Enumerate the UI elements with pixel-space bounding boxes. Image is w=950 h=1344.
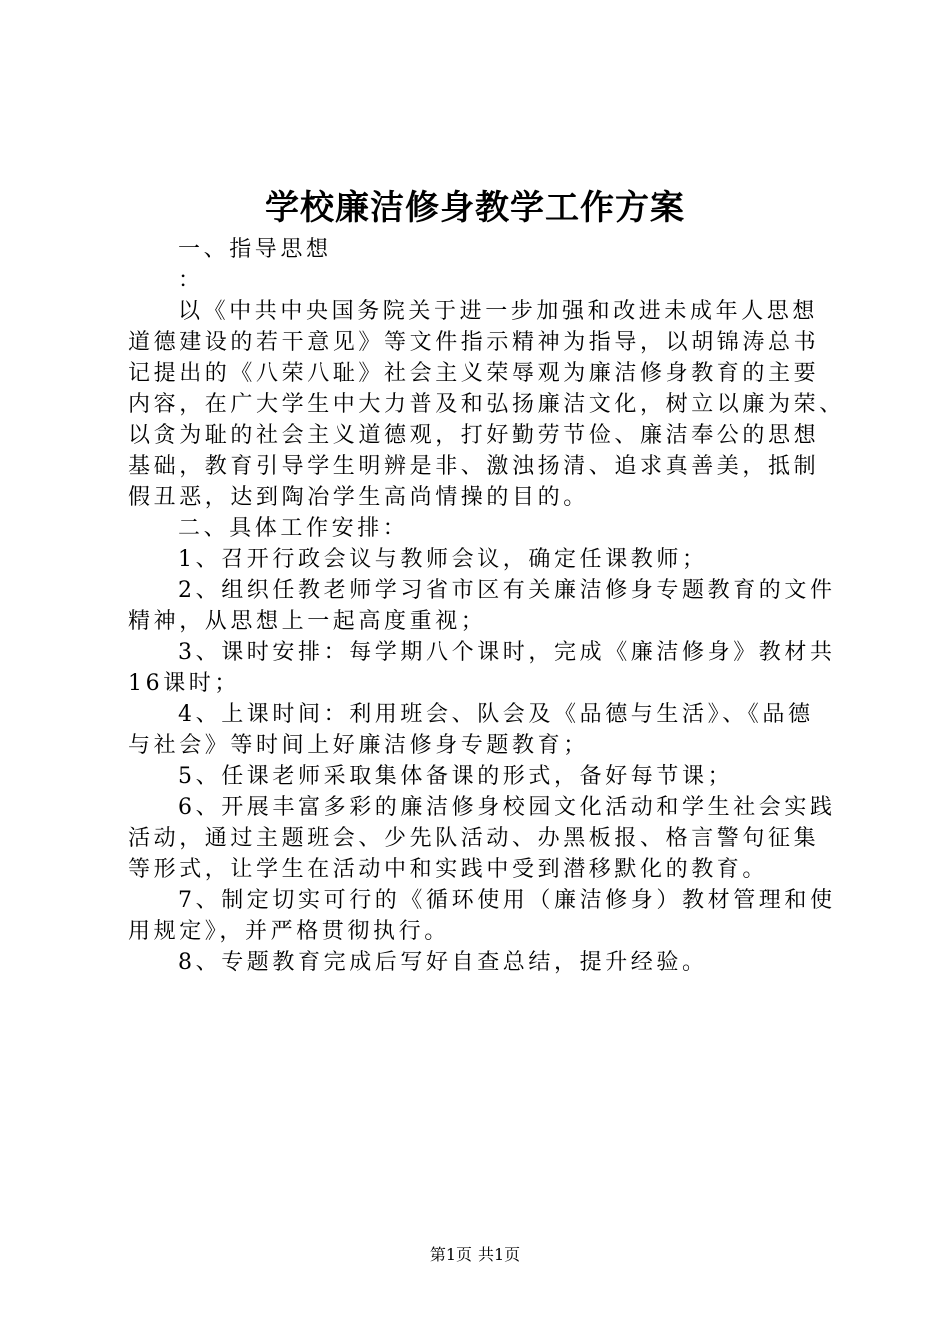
list-item: 4、上课时间：利用班会、队会及《品德与生活》、《品德 xyxy=(178,702,814,727)
document-title: 学校廉洁修身教学工作方案 xyxy=(265,188,685,228)
list-item-continuation: 精神，从思想上一起高度重视； xyxy=(128,609,487,634)
paragraph-line: 内容，在广大学生中大力普及和弘扬廉洁文化，树立以廉为荣、 xyxy=(128,392,845,417)
page-number: 第1页 xyxy=(429,1245,472,1264)
section-heading: 二、具体工作安排： xyxy=(178,516,409,541)
paragraph-line: 基础，教育引导学生明辨是非、激浊扬清、追求真善美，抵制 xyxy=(128,454,820,479)
document-body xyxy=(128,234,845,978)
list-item-continuation: 等形式，让学生在活动中和实践中受到潜移默化的教育。 xyxy=(128,857,769,882)
paragraph-line: 记提出的《八荣八耻》社会主义荣辱观为廉洁修身教育的主要 xyxy=(128,361,820,386)
page-footer xyxy=(0,1244,950,1266)
list-item-continuation: 用规定》，并严格贯彻执行。 xyxy=(128,919,450,944)
list-item: 2、组织任教老师学习省市区有关廉洁修身专题教育的文件 xyxy=(178,578,836,603)
paragraph-line: ： xyxy=(178,268,204,293)
list-item-continuation: 与社会》等时间上好廉洁修身专题教育； xyxy=(128,733,589,758)
list-item-continuation: 16课时； xyxy=(128,671,240,696)
list-item: 5、任课老师采取集体备课的形式，备好每节课； xyxy=(178,764,734,789)
list-item: 7、制定切实可行的《循环使用（廉洁修身）教材管理和使 xyxy=(178,888,836,913)
paragraph-line: 以贪为耻的社会主义道德观，打好勤劳节俭、廉洁奉公的思想 xyxy=(128,423,820,448)
paragraph-line: 以《中共中央国务院关于进一步加强和改进未成年人思想 xyxy=(178,299,819,324)
page-total: 共1页 xyxy=(478,1245,521,1264)
paragraph-line: 道德建设的若干意见》等文件指示精神为指导，以胡锦涛总书 xyxy=(128,330,820,355)
list-item: 3、课时安排：每学期八个课时，完成《廉洁修身》教材共 xyxy=(178,640,836,665)
paragraph-line: 假丑恶，达到陶冶学生高尚情操的目的。 xyxy=(128,485,589,510)
list-item: 8、专题教育完成后写好自查总结，提升经验。 xyxy=(178,950,708,975)
list-item: 6、开展丰富多彩的廉洁修身校园文化活动和学生社会实践 xyxy=(178,795,836,820)
list-item: 1、召开行政会议与教师会议，确定任课教师； xyxy=(178,547,708,572)
section-heading: 一、指导思想 xyxy=(178,237,332,262)
list-item-continuation: 活动，通过主题班会、少先队活动、办黑板报、格言警句征集 xyxy=(128,826,820,851)
